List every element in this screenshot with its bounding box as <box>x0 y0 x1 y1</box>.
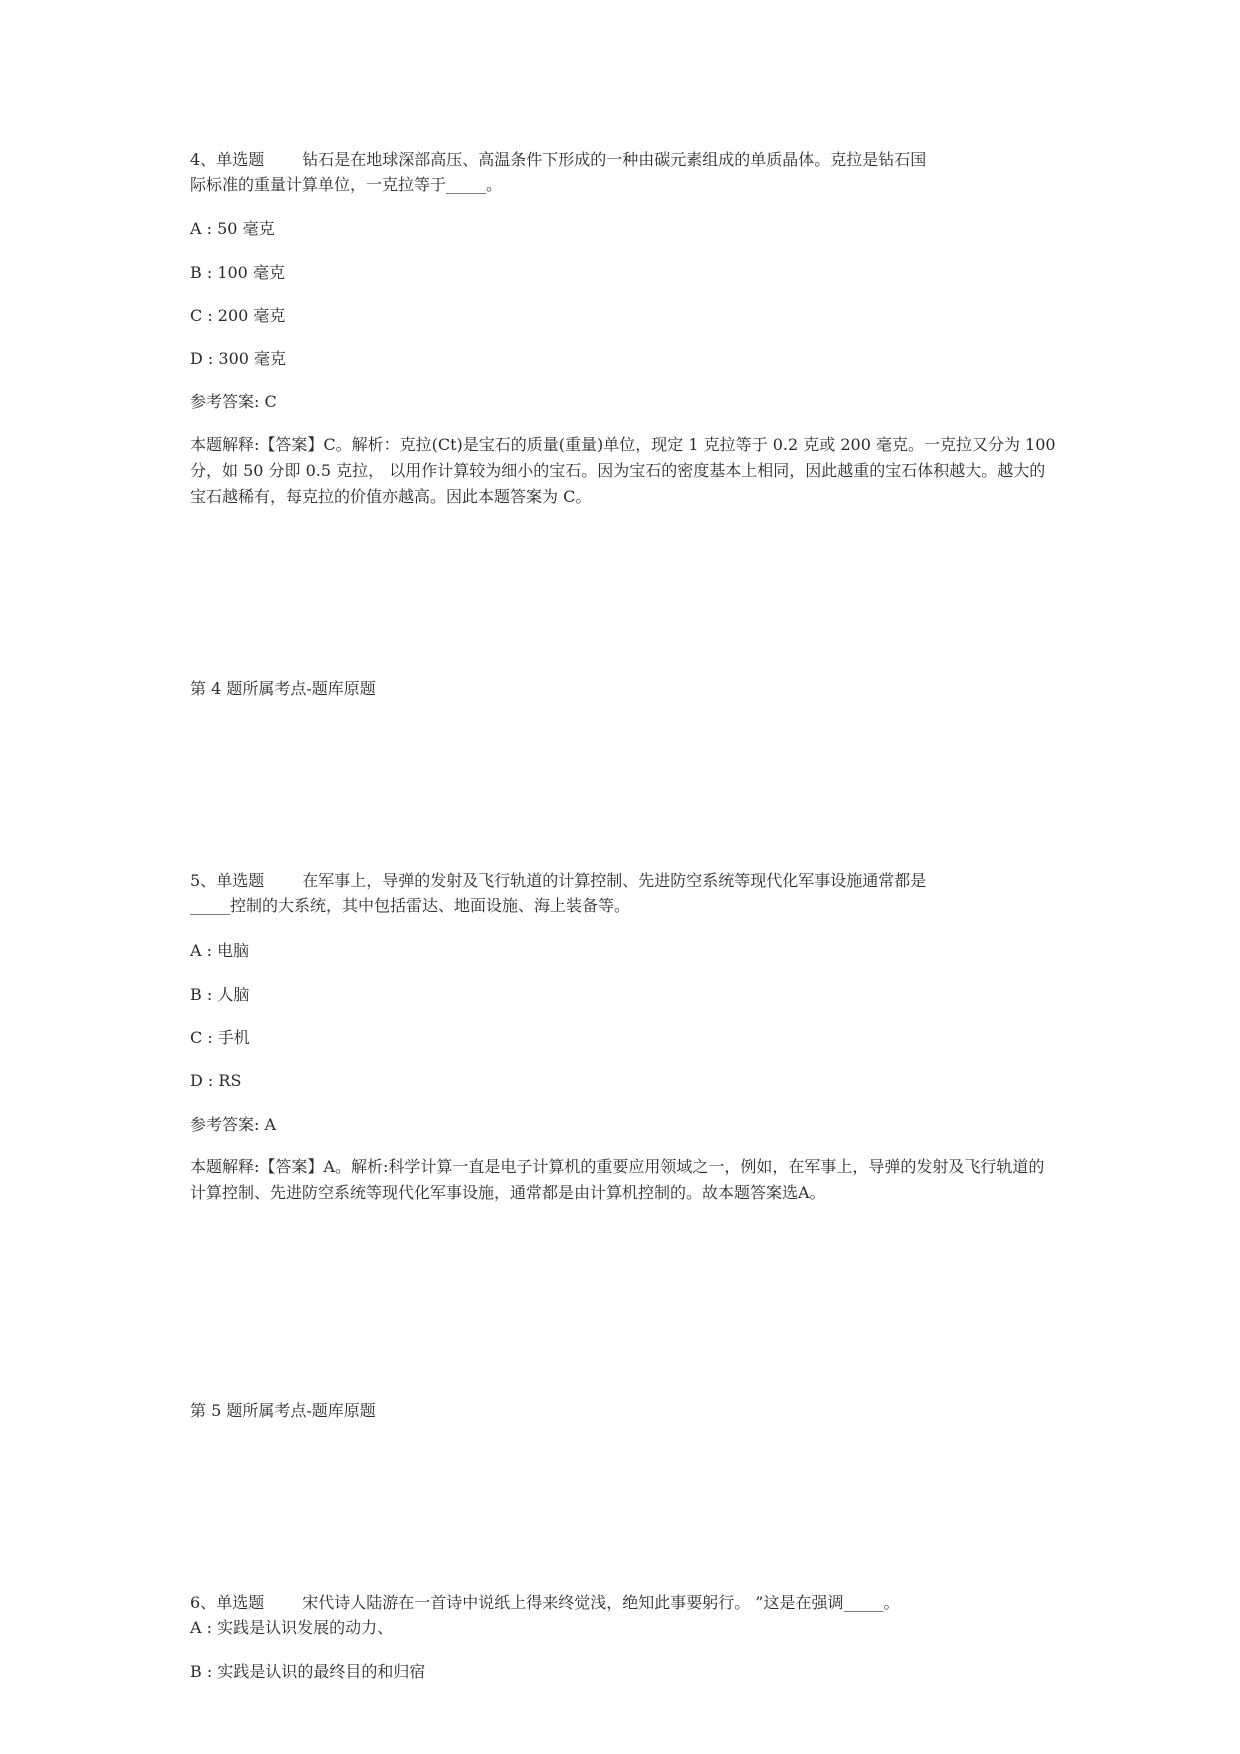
option-a: A : 50 毫克 <box>190 219 275 238</box>
question-5-stem-line1 <box>190 873 926 889</box>
question-number: 4、 <box>190 150 217 169</box>
option-d: D : 300 毫克 <box>190 349 287 368</box>
question-stem: 在军事上，导弹的发射及飞行轨道的计算控制、先进防空系统等现代化军事设施通常都是 <box>302 871 927 890</box>
option-d: D : RS <box>190 1071 242 1090</box>
option-a: A : 电脑 <box>190 941 250 960</box>
option-b: B : 人脑 <box>190 985 250 1004</box>
question-stem: 钻石是在地球深部高压、高温条件下形成的一种由碳元素组成的单质晶体。克拉是钻石国 <box>302 150 927 169</box>
question-4-stem-line1 <box>190 152 926 168</box>
question-stem: 宋代诗人陆游在一首诗中说纸上得来终觉浅，绝知此事要躬行。 ”这是在强调_____。 <box>302 1593 900 1612</box>
option-c: C : 手机 <box>190 1028 250 1047</box>
explanation: 本题解释:【答案】A。解析:科学计算一直是电子计算机的重要应用领域之一，例如，在军事上，导弹的发射及飞行轨道的计算控制、先进防空系统等现代化军事设施，通常都是由计算机控制的。故本题答案选A。 <box>190 1157 1045 1202</box>
option-b: B : 实践是认识的最终目的和归宿 <box>190 1662 426 1681</box>
topic-note: 第 5 题所属考点-题库原题 <box>190 1401 376 1420</box>
question-type: 单选题 <box>216 150 265 169</box>
question-5-stem-line2: _____控制的大系统，其中包括雷达、地面设施、海上装备等。 <box>190 896 631 915</box>
question-number: 5、 <box>190 871 217 890</box>
option-c: C : 200 毫克 <box>190 306 286 325</box>
question-6-stem-line1 <box>190 1595 899 1611</box>
topic-note: 第 4 题所属考点-题库原题 <box>190 679 376 698</box>
reference-answer: 参考答案: C <box>190 392 277 411</box>
question-number: 6、 <box>190 1593 217 1612</box>
question-type: 单选题 <box>216 871 265 890</box>
question-4-stem-line2: 际标准的重量计算单位，一克拉等于_____。 <box>190 175 503 194</box>
option-a: A : 实践是认识发展的动力、 <box>190 1618 394 1637</box>
option-b: B : 100 毫克 <box>190 263 285 282</box>
question-type: 单选题 <box>216 1593 265 1612</box>
explanation: 本题解释:【答案】C。解析：克拉(Ct)是宝石的质量(重量)单位，现定 1 克拉等于 0.2 克或 200 毫克。一克拉又分为 100 分，如 50 分即 0.5 克拉， 以用作计算较为细小的宝石。因为宝石的密度基本上相同，因此越重的宝石体积越大。越大的宝石越稀有，每克拉的价值亦越高。因此本题答案为 C。 <box>190 435 1061 506</box>
reference-answer: 参考答案: A <box>190 1115 277 1134</box>
